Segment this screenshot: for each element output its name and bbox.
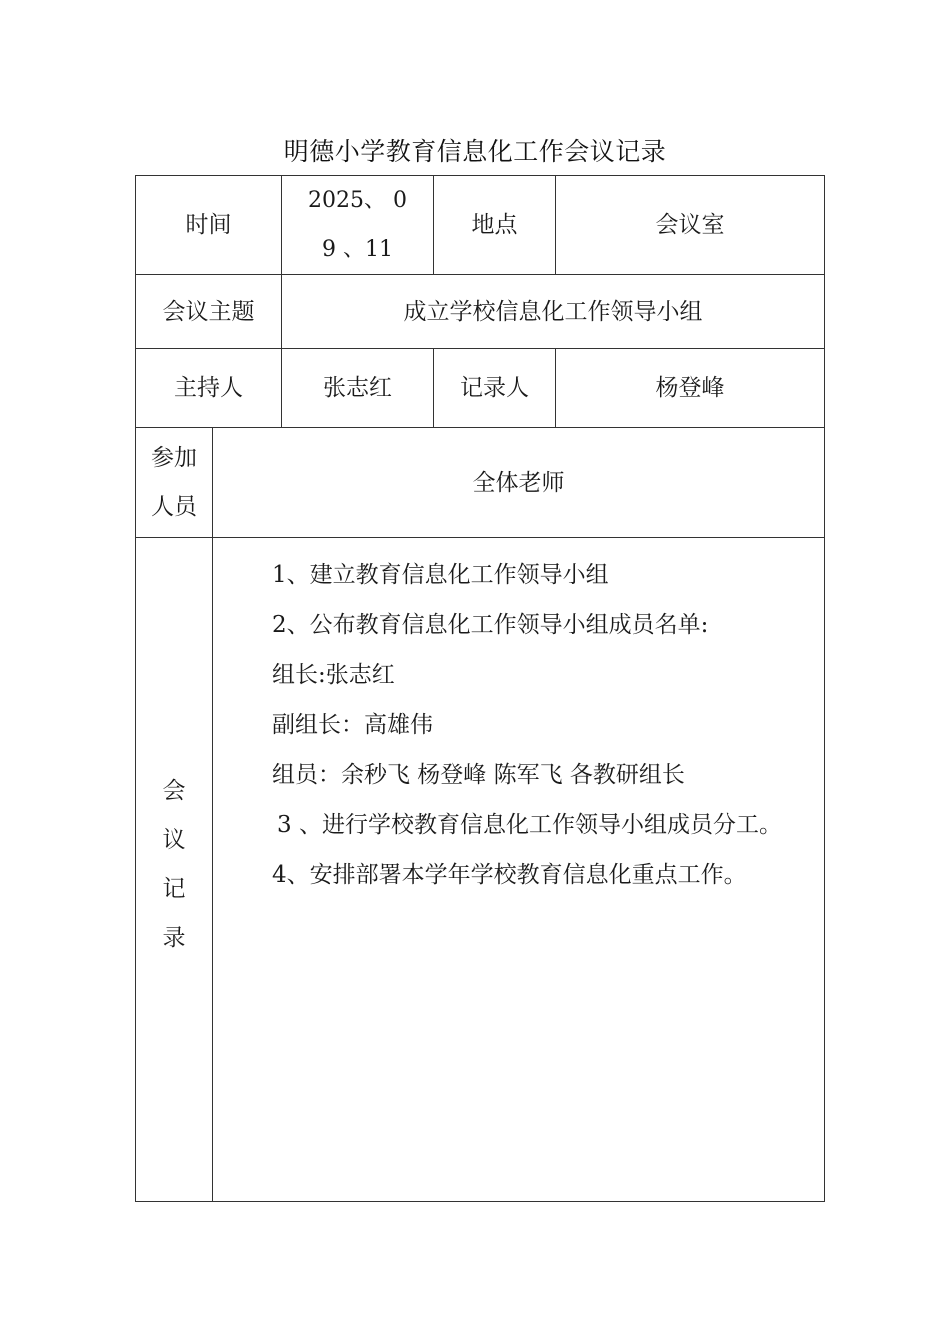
participants-value: 全体老师 [472,469,565,496]
time-value-line2: 9 、11 [322,237,393,262]
recorder-value: 杨登峰 [655,375,725,401]
record-label [136,538,212,1201]
record-line: 1、建立教育信息化工作领导小组 [272,562,609,588]
participants-label [136,428,212,537]
topic-value: 成立学校信息化工作领导小组 [403,298,703,325]
record-label-char: 会 [162,777,186,804]
record-line: 组长:张志红 [272,662,395,688]
participants-label-line2: 人员 [151,493,197,520]
time-label: 时间 [185,212,232,238]
record-content [212,538,824,1201]
record-line: 3 、进行学校教育信息化工作领导小组成员分工。 [277,812,782,838]
host-label: 主持人 [174,375,243,401]
recorder-label: 记录人 [460,375,529,401]
place-label: 地点 [471,212,518,238]
place-value: 会议室 [655,212,725,238]
record-line: 组员：余秒飞 杨登峰 陈军飞 各教研组长 [272,762,685,788]
record-label-char: 记 [162,875,186,902]
document-title: 明德小学教育信息化工作会议记录 [283,137,667,166]
time-value [282,176,433,274]
record-label-char: 录 [162,924,186,951]
record-line: 副组长：高雄伟 [272,712,433,738]
time-value-line1: 2025、 0 [308,188,407,213]
topic-label: 会议主题 [162,298,255,325]
record-label-char: 议 [162,826,186,853]
host-value: 张志红 [323,375,392,401]
participants-label-line1: 参加 [151,444,197,471]
record-line: 2、公布教育信息化工作领导小组成员名单: [272,612,709,638]
record-line: 4、安排部署本学年学校教育信息化重点工作。 [272,862,747,888]
